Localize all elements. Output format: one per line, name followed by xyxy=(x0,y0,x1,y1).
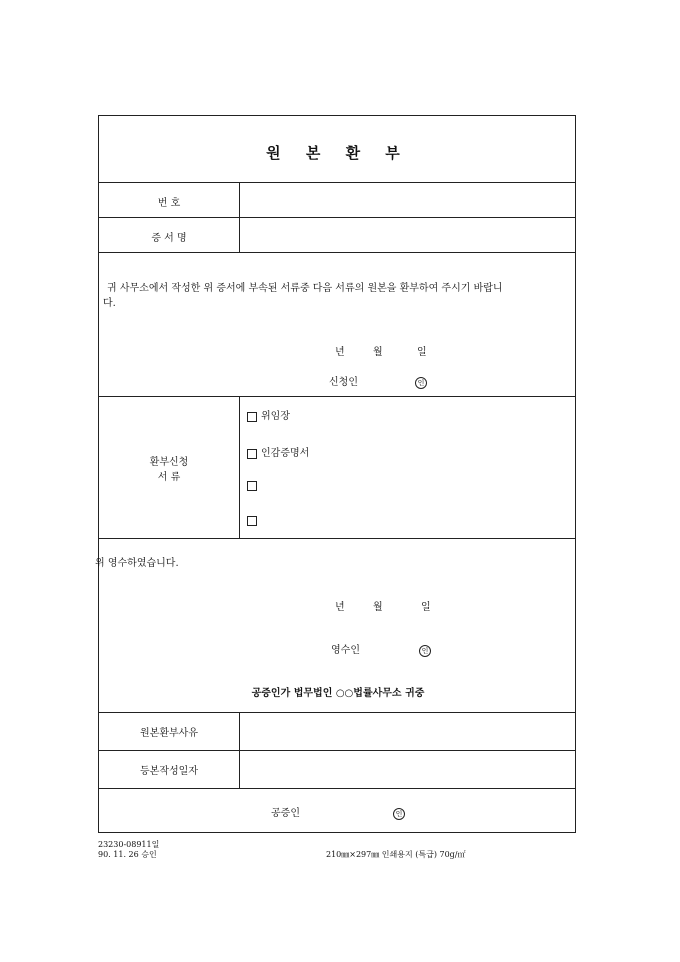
doc-name-label: 증 서 명 xyxy=(151,233,187,244)
receipt-year: 년 xyxy=(335,602,345,613)
request-text: 귀 사무소에서 작성한 위 증서에 부속된 서류중 다음 서류의 원본을 환부하여 주시기 바랍니 xyxy=(107,283,503,294)
number-field[interactable] xyxy=(240,183,575,217)
addressee: 공증인가 법무법인 ○○법률사무소 귀중 xyxy=(251,688,425,699)
reason-field[interactable] xyxy=(240,713,575,750)
seal-icon: 인 xyxy=(393,808,405,820)
applicant-seal xyxy=(415,372,427,391)
divider xyxy=(239,396,240,538)
request-text-cont: 다. xyxy=(103,298,116,309)
reason-label: 원본환부사유 xyxy=(140,728,198,739)
receiver-seal xyxy=(419,640,431,659)
seal-icon: 인 xyxy=(419,645,431,657)
checkbox-icon[interactable] xyxy=(247,516,257,526)
documents-label-cont: 서 류 xyxy=(157,472,181,483)
date-field[interactable] xyxy=(240,751,575,788)
notary-label: 공증인 xyxy=(271,808,300,819)
request-month: 월 xyxy=(373,347,383,358)
notary-seal xyxy=(393,803,405,822)
doc-item[interactable] xyxy=(247,480,261,491)
number-label: 번 호 xyxy=(157,198,181,209)
checkbox-icon[interactable] xyxy=(247,412,257,422)
doc-item-label: 인감증명서 xyxy=(261,448,310,459)
receipt-day: 일 xyxy=(421,602,431,613)
refund-form xyxy=(95,115,576,833)
checkbox-icon[interactable] xyxy=(247,449,257,459)
request-day: 일 xyxy=(417,347,427,358)
receiver-label: 영수인 xyxy=(331,645,360,656)
applicant-label: 신청인 xyxy=(329,377,358,388)
divider xyxy=(99,788,575,789)
approval-date: 90. 11. 26 승인 xyxy=(98,850,157,859)
doc-item[interactable] xyxy=(247,444,309,459)
form-code: 23230-08911일 xyxy=(98,840,160,849)
form-title: 원 본 환 부 xyxy=(266,144,410,162)
date-label: 등본작성일자 xyxy=(140,766,198,777)
doc-item[interactable] xyxy=(247,407,290,422)
divider xyxy=(99,252,575,253)
request-year: 년 xyxy=(335,347,345,358)
documents-label: 환부신청 xyxy=(149,457,189,468)
doc-item-label: 위임장 xyxy=(261,411,290,422)
doc-item[interactable] xyxy=(247,515,261,526)
receipt-text: 위 영수하였습니다. xyxy=(95,558,179,569)
divider xyxy=(99,538,575,539)
divider xyxy=(99,396,575,397)
seal-icon: 인 xyxy=(415,377,427,389)
paper-spec: 210㎜×297㎜ 인쇄용지 (특급) 70g/㎡ xyxy=(326,850,466,859)
receipt-month: 월 xyxy=(373,602,383,613)
doc-name-field[interactable] xyxy=(240,218,575,252)
checkbox-icon[interactable] xyxy=(247,481,257,491)
